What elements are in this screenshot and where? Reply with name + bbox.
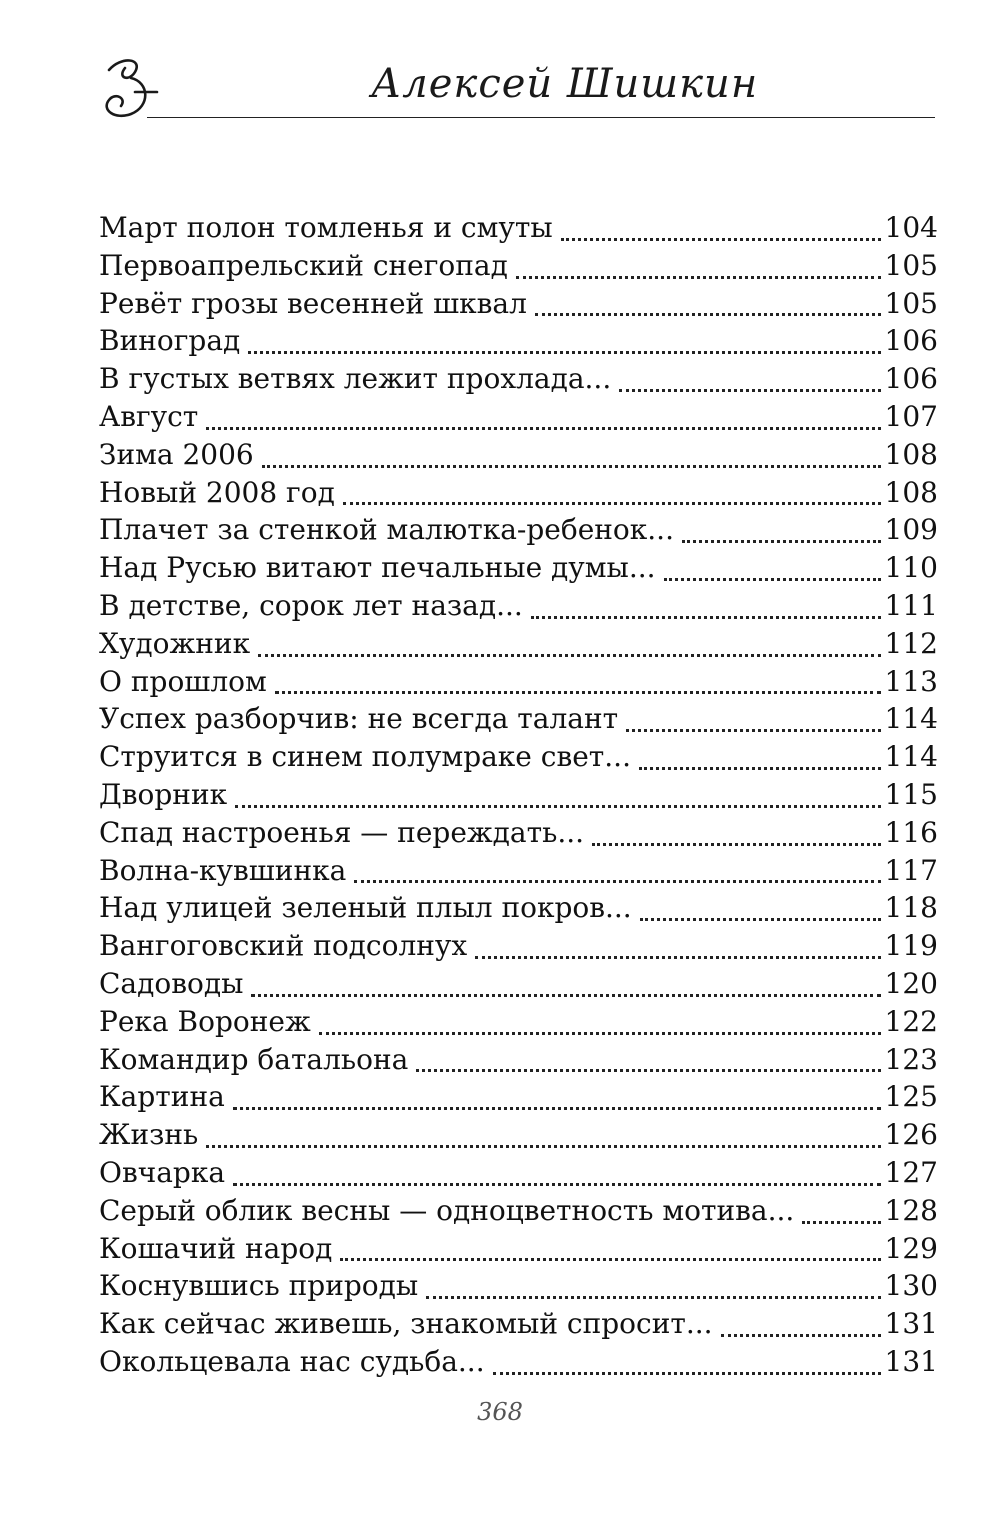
toc-entry-page: 114 <box>884 740 938 774</box>
toc-entry <box>99 360 938 398</box>
toc-entry-page: 131 <box>884 1344 938 1378</box>
dot-leader <box>233 1183 881 1186</box>
toc-entry-page: 126 <box>884 1118 938 1152</box>
toc-entry-title: В детстве, сорок лет назад... <box>99 588 523 622</box>
toc-entry <box>99 1116 938 1154</box>
toc-entry <box>99 1003 938 1041</box>
toc-entry <box>99 511 938 549</box>
toc-entry-title: Садоводы <box>99 966 244 1000</box>
toc-entry-page: 114 <box>884 702 938 736</box>
dot-leader <box>206 427 880 430</box>
dot-leader <box>493 1372 881 1375</box>
toc-entry-title: Дворник <box>99 777 228 811</box>
toc-entry <box>99 1267 938 1305</box>
toc-entry-title: Ревёт грозы весенней шквал <box>99 286 527 320</box>
toc-entry-title: Виноград <box>99 324 241 358</box>
toc-entry-page: 123 <box>884 1042 938 1076</box>
dot-leader <box>640 918 881 921</box>
dot-leader <box>354 880 880 883</box>
toc-entry-title: Успех разборчив: не всегда талант <box>99 702 619 736</box>
dot-leader <box>721 1334 881 1337</box>
dot-leader <box>340 1258 880 1261</box>
toc-entry-title: Жизнь <box>99 1118 199 1152</box>
toc-entry-page: 131 <box>884 1307 938 1341</box>
toc-entry <box>99 852 938 890</box>
toc-entry <box>99 436 938 474</box>
toc-entry-page: 129 <box>884 1231 938 1265</box>
toc-entry-title: Над Русью витают печальные думы... <box>99 551 656 585</box>
toc-entry <box>99 1192 938 1230</box>
page-number: 368 <box>477 1398 523 1426</box>
toc-entry-title: Овчарка <box>99 1155 226 1189</box>
toc-entry <box>99 814 938 852</box>
toc-entry <box>99 889 938 927</box>
toc-entry-title: Волна-кувшинка <box>99 853 347 887</box>
dot-leader <box>343 502 881 505</box>
toc-entry-page: 112 <box>884 626 938 660</box>
toc-entry-title: Спад настроенья — переждать... <box>99 815 585 849</box>
toc-entry-page: 106 <box>884 324 938 358</box>
toc-entry-title: Новый 2008 год <box>99 475 335 509</box>
dot-leader <box>535 313 881 316</box>
toc-entry <box>99 549 938 587</box>
toc-entry-title: Кошачий народ <box>99 1231 333 1265</box>
toc-entry-page: 105 <box>884 248 938 282</box>
toc-entry <box>99 1230 938 1268</box>
author-name: Алексей Шишкин <box>365 54 764 114</box>
toc-entry-page: 109 <box>884 513 938 547</box>
monogram-ornament-icon <box>95 48 165 128</box>
toc-entry-page: 122 <box>884 1004 938 1038</box>
dot-leader <box>319 1032 881 1035</box>
toc-entry <box>99 247 938 285</box>
toc-entry-page: 117 <box>884 853 938 887</box>
toc-entry-page: 128 <box>884 1193 938 1227</box>
table-of-contents <box>99 209 938 1381</box>
toc-entry-title: Река Воронеж <box>99 1004 311 1038</box>
toc-entry-title: Март полон томленья и смуты <box>99 211 553 244</box>
dot-leader <box>233 1107 881 1110</box>
toc-entry-title: Над улицей зеленый плыл покров... <box>99 891 632 925</box>
toc-entry-page: 116 <box>884 815 938 849</box>
toc-entry <box>99 776 938 814</box>
dot-leader <box>802 1221 880 1224</box>
toc-entry-page: 130 <box>884 1269 938 1303</box>
toc-entry-page: 107 <box>884 399 938 433</box>
toc-entry-page: 110 <box>884 551 938 585</box>
toc-entry-title: Окольцевала нас судьба... <box>99 1344 485 1378</box>
toc-entry-page: 119 <box>884 929 938 963</box>
header-rule <box>147 117 935 118</box>
toc-entry <box>99 322 938 360</box>
toc-entry <box>99 587 938 625</box>
dot-leader <box>682 540 881 543</box>
toc-entry-page: 104 <box>884 211 938 244</box>
toc-entry <box>99 625 938 663</box>
dot-leader <box>248 351 880 354</box>
running-header <box>95 48 935 128</box>
toc-entry <box>99 1078 938 1116</box>
toc-entry-title: Зима 2006 <box>99 437 254 471</box>
toc-entry <box>99 927 938 965</box>
dot-leader <box>251 994 880 997</box>
toc-entry-page: 113 <box>884 664 938 698</box>
toc-entry-title: Художник <box>99 626 251 660</box>
dot-leader <box>258 654 880 657</box>
toc-entry-page: 118 <box>884 891 938 925</box>
toc-entry-title: Командир батальона <box>99 1042 409 1076</box>
toc-entry <box>99 1041 938 1079</box>
toc-entry <box>99 738 938 776</box>
dot-leader <box>639 767 881 770</box>
toc-entry <box>99 1343 938 1381</box>
dot-leader <box>561 238 881 241</box>
dot-leader <box>235 805 880 808</box>
toc-entry <box>99 1305 938 1343</box>
toc-entry <box>99 965 938 1003</box>
dot-leader <box>619 389 880 392</box>
dot-leader <box>475 956 880 959</box>
toc-entry-page: 127 <box>884 1155 938 1189</box>
toc-entry-page: 106 <box>884 362 938 396</box>
toc-entry-title: Коснувшись природы <box>99 1269 419 1303</box>
dot-leader <box>262 465 881 468</box>
dot-leader <box>416 1069 880 1072</box>
toc-entry-page: 108 <box>884 475 938 509</box>
dot-leader <box>275 691 881 694</box>
toc-entry <box>99 663 938 701</box>
toc-entry-title: В густых ветвях лежит прохлада... <box>99 362 612 396</box>
toc-entry-page: 120 <box>884 966 938 1000</box>
toc-entry <box>99 474 938 512</box>
dot-leader <box>626 729 880 732</box>
toc-entry-page: 115 <box>884 777 938 811</box>
toc-entry-title: Серый облик весны — одноцветность мотива... <box>99 1193 795 1227</box>
toc-entry-title: Вангоговский подсолнух <box>99 929 468 963</box>
toc-entry-title: Плачет за стенкой малютка-ребенок... <box>99 513 674 547</box>
dot-leader <box>426 1296 880 1299</box>
toc-entry <box>99 285 938 323</box>
dot-leader <box>516 276 881 279</box>
toc-entry-page: 105 <box>884 286 938 320</box>
toc-entry-page: 108 <box>884 437 938 471</box>
dot-leader <box>664 578 881 581</box>
dot-leader <box>206 1145 880 1148</box>
toc-entry-page: 111 <box>884 588 938 622</box>
dot-leader <box>531 616 881 619</box>
dot-leader <box>592 843 881 846</box>
toc-entry <box>99 1154 938 1192</box>
toc-entry-title: Картина <box>99 1080 225 1114</box>
toc-entry <box>99 398 938 436</box>
toc-entry-page: 125 <box>884 1080 938 1114</box>
toc-entry-title: Как сейчас живешь, знакомый спросит... <box>99 1307 713 1341</box>
toc-entry <box>99 209 938 247</box>
toc-entry-title: Август <box>99 399 199 433</box>
toc-entry-title: О прошлом <box>99 664 267 698</box>
toc-entry-title: Струится в синем полумраке свет... <box>99 740 631 774</box>
toc-entry <box>99 700 938 738</box>
toc-entry-title: Первоапрельский снегопад <box>99 248 508 282</box>
